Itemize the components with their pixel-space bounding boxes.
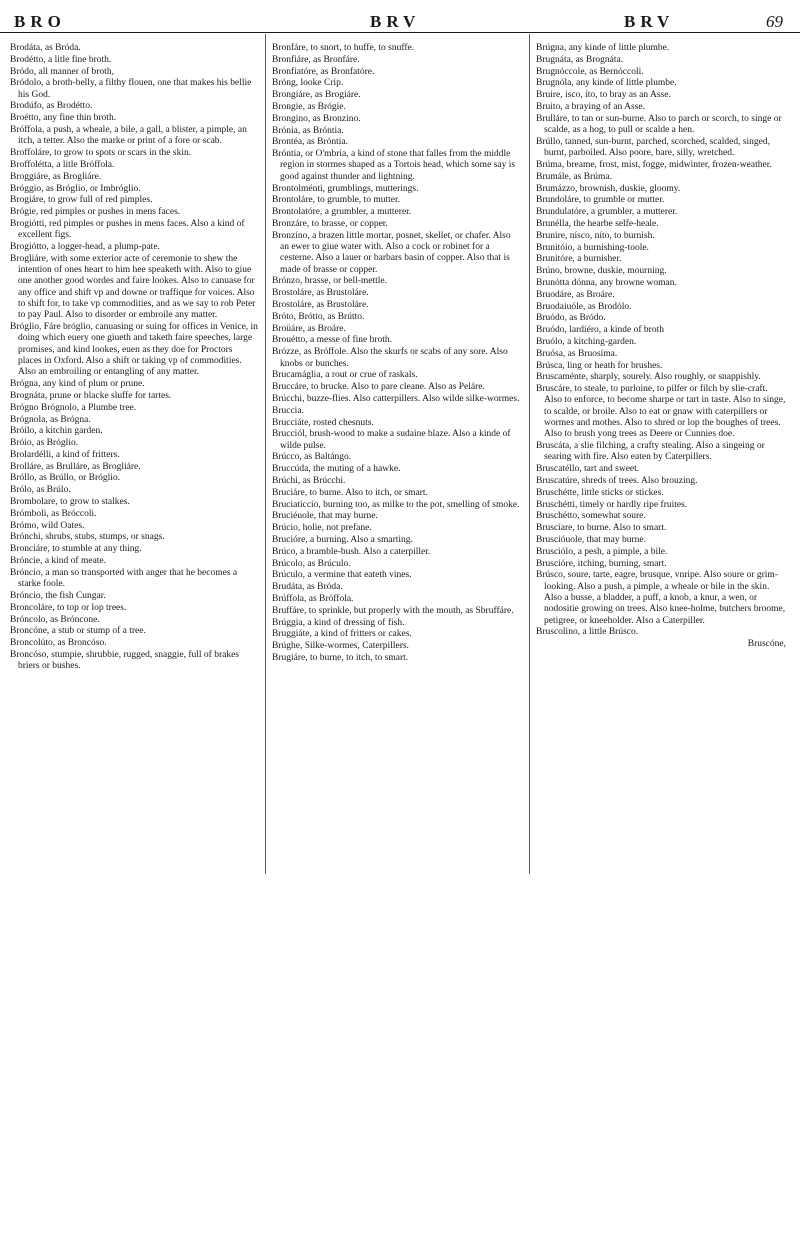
dictionary-entry: Bruito, a braying of an Asse. (536, 101, 645, 112)
dictionary-entry: Broncoláre, to top or lop trees. (10, 602, 127, 613)
dictionary-entry: Bróto, Brótto, as Brútto. (272, 311, 365, 322)
dictionary-entry: Brulláre, to tan or sun-burne. Also to parch or scorch, to singe or scalde, as a hog, to pull or scalde a hen. (536, 113, 782, 136)
dictionary-entry: Bróncie, a kind of meate. (10, 556, 107, 567)
dictionary-entry: Brógnola, as Brógna. (10, 414, 91, 425)
dictionary-entry: Brunitóio, a burnishing-toole. (536, 242, 649, 253)
dictionary-entry: Bronciáre, to stumble at any thing. (10, 544, 142, 555)
dictionary-entry: Broffoláre, to grow to spots or scars in the skin. (10, 148, 192, 159)
dictionary-entry: Bróntia, or O'mbria, a kind of stone that falles from the middle region in stormes shaped as a Tortois head, which some say is good against thunder and lightning. (272, 149, 516, 182)
dictionary-entry: Bróggio, as Bróglio, or Imbróglio. (10, 183, 141, 194)
dictionary-entry: Bróncio, a man so transported with anger that he becomes a starke foole. (10, 567, 238, 590)
dictionary-entry: Brodúfo, as Brodétto. (10, 101, 93, 112)
dictionary-entry: Broncóne, a stub or stump of a tree. (10, 626, 146, 637)
dictionary-entry: Brusciólo, a pesh, a pimple, a bile. (536, 546, 668, 557)
dictionary-entry: Bruscolino, a little Brúsco. (536, 627, 639, 638)
dictionary-entry: Brúchi, as Brúcchi. (272, 475, 346, 486)
dictionary-entry: Bruólo, a kitching-garden. (536, 336, 637, 347)
page-number: 69 (766, 12, 783, 31)
dictionary-entry: Bruschétte, little sticks or stickes. (536, 487, 664, 498)
dictionary-entry: Bronfiáre, as Bronfáre. (272, 54, 360, 65)
dictionary-entry: Brúcco, as Baltángo. (272, 452, 352, 463)
dictionary-entry: Bronfiatóre, as Bronfatóre. (272, 66, 375, 77)
dictionary-entry: Brúco, a bramble-bush. Also a caterpiller. (272, 546, 431, 557)
column-divider (265, 34, 266, 874)
dictionary-entry: Bruscatéllo, tart and sweet. (536, 464, 640, 475)
dictionary-entry: Bruscióre, itching, burning, smart. (536, 558, 667, 569)
dictionary-entry: Bróio, as Bróglio. (10, 438, 79, 449)
dictionary-entry: Bróilo, a kitchin garden. (10, 426, 103, 437)
dictionary-entry: Brúsco, soure, tarte, eagre, brusque, vnripe. Also soure or grim-looking. Also a push, a pimple, a wheale or bile in the skin. Also a busse, a bladder, a puff, a knob, a knur, a wen, or nodositie growing on trees. Also knee-holme, butchers broome, petigree, or kneeholder. Also a Caterpiller. (536, 570, 786, 626)
dictionary-entry: Brongiáre, as Brogiáre. (272, 90, 361, 101)
dictionary-entry: Brugnáta, as Brognáta. (536, 54, 624, 65)
dictionary-entry: Bruggiáte, a kind of fritters or cakes. (272, 629, 412, 640)
dictionary-entry: Bródolo, a broth-belly, a filthy flouen, one that makes his bellie his God. (10, 78, 252, 100)
dictionary-entry: Bruciéuole, that may burne. (272, 511, 378, 522)
dictionary-entry: Brumále, as Brúma. (536, 171, 612, 182)
header-right: BRV (624, 12, 675, 31)
dictionary-entry: Brucióre, a burning. Also a smarting. (272, 534, 413, 545)
dictionary-entry: Bruschétti, timely or hardly ripe fruites. (536, 499, 688, 510)
dictionary-entry: Brombolare, to grow to stalkes. (10, 497, 130, 508)
dictionary-entry: Bruódo, lardiéro, a kinde of broth (536, 325, 664, 336)
column-divider (529, 34, 530, 874)
dictionary-entry: Bruscíare, to burne. Also to smart. (536, 523, 667, 534)
dictionary-entry: Brúllo, tanned, sun-burnt, parched, scorched, scalded, singed, burnt, parboiled. Also poore, bare, silly, wretched. (536, 136, 771, 159)
dictionary-entry: Bruciaticcio, burning too, as milke to the pot, smelling of smoke. (272, 499, 520, 510)
dictionary-entry: Bruscatúre, shreds of trees. Also brouzing. (536, 475, 698, 486)
dictionary-entry: Bruscáre, to steale, to purloine, to pilfer or filch by slie-craft. Also to enforce, to become sharpe or tart in taste. Also to singe, to scalde, or broile. Also to eat or gnaw with caterpillers or wormes and mothes. Also to shred or lop the boughes of trees. Also to brush yong trees as Deere or Cunnies doe. (536, 384, 786, 440)
dictionary-entry: Bruodáre, as Broáre. (536, 289, 615, 300)
header-rule (0, 32, 800, 33)
dictionary-entry: Bruschétto, somewhat soure. (536, 511, 646, 522)
column-middle (272, 43, 520, 1043)
dictionary-entry: Brúcolo, as Brúculo. (272, 558, 351, 569)
dictionary-entry: Brúcio, holie, not prefane. (272, 523, 372, 534)
catchword: Bruscóne, (747, 639, 786, 650)
dictionary-entry: Bronzáre, to brasse, or copper. (272, 218, 388, 229)
dictionary-entry: Brongino, as Bronzino. (272, 113, 361, 124)
dictionary-entry: Brúculo, a vermine that eateth vines. (272, 570, 412, 581)
dictionary-entry: Brontolatóre, a grumbler, a mutterer. (272, 207, 412, 218)
column-right (536, 43, 786, 1043)
dictionary-entry: Broétto, any fine thin broth. (10, 113, 117, 124)
header-left: BRO (14, 12, 66, 31)
dictionary-entry: Brónia, as Bróntia. (272, 125, 344, 136)
dictionary-entry: Brongie, as Brógie. (272, 101, 346, 112)
dictionary-entry: Bruscáta, a slie filching, a crafty stealing. Also a singeing or searing with fire. Also eaten by Caterpillers. (536, 441, 765, 463)
dictionary-entry: Bruscaménte, sharply, sourely. Also roughly, or snappishly. (536, 372, 761, 383)
dictionary-entry: Bruósa, as Bruosíma. (536, 348, 618, 359)
dictionary-entry: Brúma, breame, frost, mist, fogge, midwinter, frozen-weather. (536, 159, 772, 170)
dictionary-entry: Brontéa, as Bróntia. (272, 137, 348, 148)
dictionary-entry: Brudáta, as Bróda. (272, 582, 343, 593)
dictionary-entry: Brúno, browne, duskie, mourning. (536, 266, 667, 277)
dictionary-entry: Bruccáre, to brucke. Also to pare cleane. Also as Peláre. (272, 382, 485, 393)
dictionary-entry: Brogliáre, with some exterior acte of ceremonie to shew the intention of ones heart to him hee speaketh with. Also to giue one another good wordes and faire lookes. Also to canuase for any office and shift vp and downe or traffique for voices. Also to shift for, to take vp commodities, and as we say to rob Peter to pay Paul. Also to disorder or embroile any matter. (10, 253, 256, 321)
dictionary-entry: Brostoláre, as Brustoláre. (272, 288, 369, 299)
dictionary-entry: Brugiáre, to burne, to itch, to smart. (272, 652, 409, 663)
dictionary-entry: Brólo, as Brúlo. (10, 485, 71, 496)
dictionary-entry: Brógna, any kind of plum or prune. (10, 379, 145, 390)
dictionary-entry: Brúggia, a kind of dressing of fish. (272, 617, 405, 628)
dictionary-entry: Bruccia. (272, 405, 304, 416)
dictionary-entry: Brogiáre, to grow full of red pimples. (10, 195, 153, 206)
dictionary-entry: Brogiótto, a logger-head, a plump-pate. (10, 242, 160, 253)
column-left (10, 43, 258, 1043)
dictionary-entry: Bróffola, a push, a wheale, a bile, a gall, a blister, a pimple, an itch, a tetter. Also the marke or print of a fore or scab. (10, 125, 247, 147)
dictionary-entry: Bruciáre, to burne. Also to itch, or smart. (272, 487, 428, 498)
dictionary-entry: Brózze, as Bróffole. Also the skurfs or scabs of any sore. Also knobs or bunches. (272, 347, 508, 369)
dictionary-entry: Broggiáre, as Brogliáre. (10, 171, 102, 182)
dictionary-entry: Brúsca, ling or heath for brushes. (536, 360, 663, 371)
dictionary-entry: Brómo, wild Oates. (10, 520, 85, 531)
dictionary-entry: Brucamáglia, a rout or crue of raskals. (272, 370, 418, 381)
dictionary-entry: Brunélla, the hearbe selfe-heale. (536, 218, 659, 229)
dictionary-entry: Brodétto, a litle fine broth. (10, 54, 112, 65)
dictionary-entry: Brucciáte, rosted chesnuts. (272, 417, 374, 428)
dictionary-entry: Broüáre, as Broáre. (272, 323, 346, 334)
dictionary-entry: Brouétto, a messe of fine broth. (272, 335, 393, 346)
dictionary-entry: Bruódo, as Bródo. (536, 313, 606, 324)
dictionary-entry: Brundoláre, to grumble or mutter. (536, 195, 665, 206)
dictionary-entry: Bruffáre, to sprinkle, but properly with the mouth, as Sbruffáre. (272, 605, 514, 616)
dictionary-entry: Brundulatóre, a grumbler, a mutterer. (536, 207, 678, 218)
dictionary-entry: Bróncolo, as Bróncone. (10, 614, 100, 625)
dictionary-entry: Brómboli, as Bróccoli. (10, 508, 97, 519)
dictionary-entry: Brogiótti, red pimples or pushes in mens faces. Also a kind of excellent figs. (10, 218, 245, 241)
dictionary-entry: Bróncio, the fish Cungar. (10, 590, 106, 601)
dictionary-entry: Brunire, nísco, níto, to burnish. (536, 230, 655, 241)
dictionary-entry: Bronzíno, a brazen little mortar, posnet, skellet, or chafer. Also an ewer to giue water with. Also a cock or robinet for a cesterne. Also a lauer or barbars basin of copper. Also that is made of brasse or copper. (272, 230, 511, 275)
dictionary-entry: Brolardélli, a kind of fritters. (10, 449, 120, 460)
dictionary-entry: Brontolménti, grumblings, mutterings. (272, 183, 419, 194)
dictionary-entry: Brugnóccole, as Bernóccoli. (536, 66, 644, 77)
dictionary-entry: Brumázzo, brownish, duskie, gloomy. (536, 183, 681, 194)
dictionary-entry: Broncóso, stumpie, shrubbie, rugged, snaggie, full of brakes briers or bushes. (10, 649, 240, 672)
dictionary-entry: Brúghe, Silke-wormes, Caterpillers. (272, 641, 409, 652)
dictionary-entry: Bródo, all manner of broth, (10, 66, 114, 77)
dictionary-entry: Brógno Brógnolo, a Plumbe tree. (10, 402, 137, 413)
dictionary-entry: Brostoláre, as Brustoláre. (272, 300, 369, 311)
dictionary-entry: Bruscióuole, that may burne. (536, 534, 647, 545)
dictionary-entry: Brónzo, brasse, or bell-mettle. (272, 276, 388, 287)
dictionary-entry: Brúcchi, buzze-flies. Also catterpillers. Also wilde silke-wormes. (272, 393, 520, 404)
dictionary-entry: Brógie, red pimples or pushes in mens faces. (10, 207, 181, 218)
dictionary-entry: Bróllo, as Brúllo, or Bróglio. (10, 473, 121, 484)
dictionary-entry: Bruodaiuóle, as Brodólo. (536, 301, 632, 312)
dictionary-entry: Brucciól, brush-wood to make a sudaine blaze. Also a kinde of wilde pulse. (272, 429, 511, 451)
blank-margin (0, 1050, 800, 1248)
dictionary-entry: Brúffola, as Bróffola. (272, 593, 354, 604)
dictionary-entry: Brúgna, any kinde of little plumbe. (536, 43, 670, 53)
dictionary-entry: Broncolúto, as Broncóso. (10, 638, 107, 649)
dictionary-entry: Bronfáre, to snort, to huffe, to snuffe. (272, 43, 415, 53)
dictionary-entry: Bróglio, Fáre bróglio, canuasing or suing for offices in Venice, in doing which euery one giueth and taketh faire speeches, large promises, and kind lookes, euen as they doe for Proctors places in Oxford. Also a shift or taking vp of commodities. Also an embroiling or entangling of any matter. (10, 322, 258, 378)
dictionary-entry: Brunótta dónna, any browne woman. (536, 277, 677, 288)
dictionary-entry: Bruire, ísco, íto, to bray as an Asse. (536, 90, 671, 101)
dictionary-entry: Brónchi, shrubs, stubs, stumps, or snags. (10, 532, 165, 543)
dictionary-entry: Brontoláre, to grumble, to mutter. (272, 195, 400, 206)
dictionary-entry: Broffolétta, a litle Bróffola. (10, 159, 115, 170)
dictionary-entry: Brunitóre, a burnisher. (536, 254, 622, 265)
dictionary-entry: Brodáta, as Bróda. (10, 43, 81, 53)
header-center: BRV (370, 12, 421, 31)
dictionary-entry: Brolláre, as Brulláre, as Brogliáre. (10, 461, 141, 472)
dictionary-entry: Bróng, looke Crip. (272, 78, 344, 89)
dictionary-entry: Bruccúda, the muting of a hawke. (272, 464, 401, 475)
dictionary-entry: Brognáta, prune or blacke sluffe for tartes. (10, 390, 172, 401)
dictionary-entry: Brugnóla, any kinde of little plumbe. (536, 78, 677, 89)
